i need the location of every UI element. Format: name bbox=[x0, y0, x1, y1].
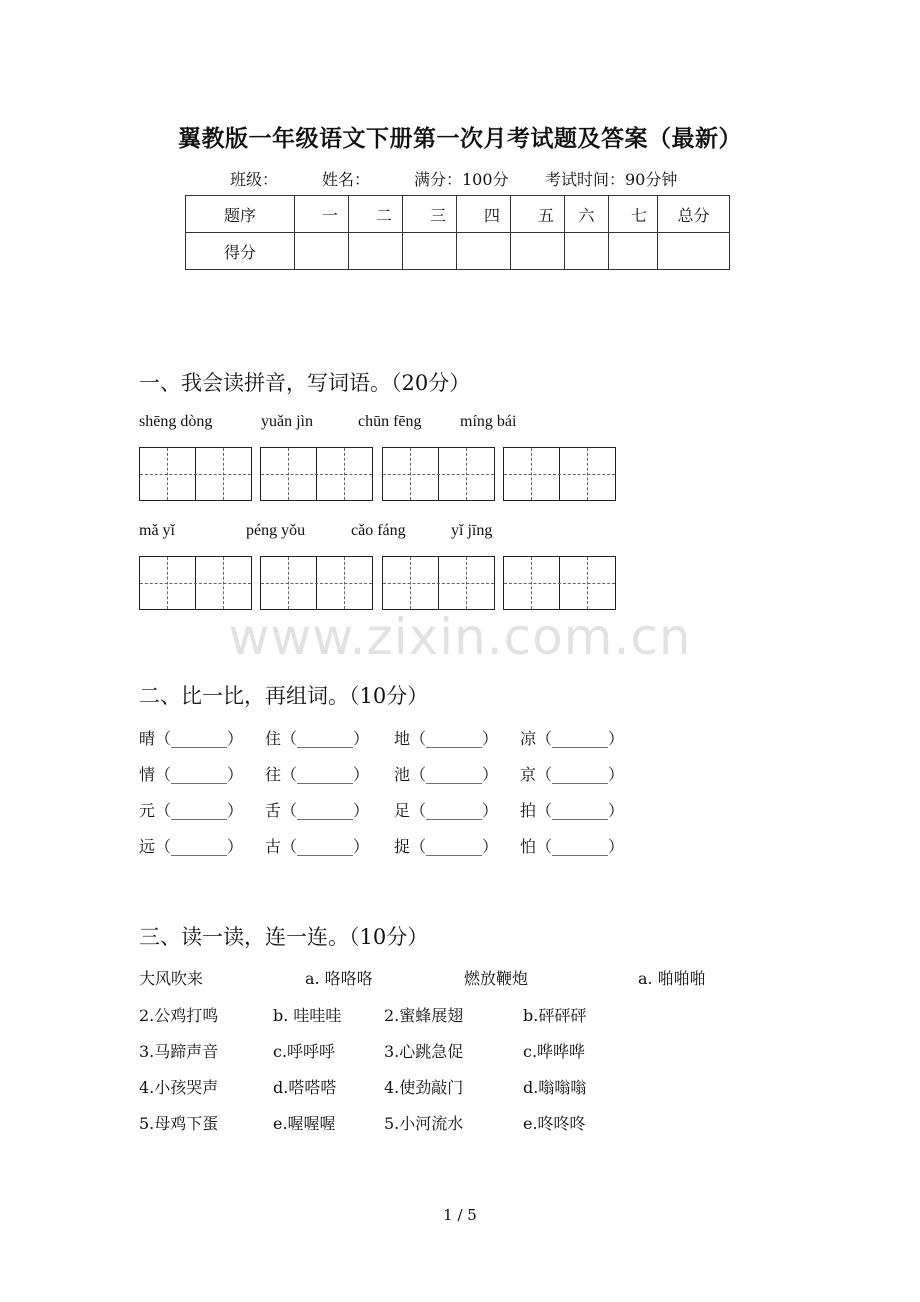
word-pair-item: 远（_______） bbox=[139, 837, 244, 856]
writing-grid[interactable] bbox=[503, 556, 616, 610]
score-row-label: 得分 bbox=[186, 233, 295, 270]
score-input-cell[interactable] bbox=[609, 233, 658, 270]
word-pair-item: 舌（_______） bbox=[265, 801, 370, 820]
score-table-cell: 总分 bbox=[658, 196, 730, 233]
writing-grid[interactable] bbox=[139, 556, 252, 610]
match-item: c.哗哗哗 bbox=[523, 1042, 586, 1061]
score-table-cell: 三 bbox=[403, 196, 457, 233]
word-pair-item: 足（_______） bbox=[394, 801, 499, 820]
match-item: 2.蜜蜂展翅 bbox=[384, 1006, 464, 1025]
score-table-score-row bbox=[186, 233, 730, 270]
pinyin-label: cǎo fáng bbox=[351, 522, 406, 539]
writing-grid[interactable] bbox=[382, 556, 495, 610]
match-item: 3.心跳急促 bbox=[384, 1042, 464, 1061]
match-item: 4.使劲敲门 bbox=[384, 1078, 464, 1097]
page-number: 1 / 5 bbox=[443, 1206, 477, 1224]
pinyin-label: yuǎn jìn bbox=[261, 413, 313, 430]
word-pair-item: 古（_______） bbox=[265, 837, 370, 856]
writing-grid[interactable] bbox=[260, 447, 373, 501]
score-input-cell[interactable] bbox=[457, 233, 511, 270]
page-title: 翼教版一年级语文下册第一次月考试题及答案（最新） bbox=[178, 125, 742, 152]
pinyin-label: chūn fēng bbox=[358, 413, 422, 430]
score-table-cell: 二 bbox=[349, 196, 403, 233]
match-item: 5.母鸡下蛋 bbox=[139, 1114, 219, 1133]
writing-grid[interactable] bbox=[503, 447, 616, 501]
word-pair-item: 京（_______） bbox=[520, 765, 625, 784]
score-table-cell: 七 bbox=[609, 196, 658, 233]
match-item: d.嗒嗒嗒 bbox=[273, 1078, 337, 1097]
word-pair-item: 情（_______） bbox=[139, 765, 244, 784]
score-input-cell[interactable] bbox=[658, 233, 730, 270]
word-pair-item: 捉（_______） bbox=[394, 837, 499, 856]
match-item: a. 咯咯咯 bbox=[305, 969, 373, 988]
writing-grid[interactable] bbox=[382, 447, 495, 501]
word-pair-item: 怕（_______） bbox=[520, 837, 625, 856]
match-item: 大风吹来 bbox=[139, 969, 204, 988]
pinyin-label: yǐ jīng bbox=[451, 522, 493, 539]
score-table-cell: 六 bbox=[565, 196, 609, 233]
class-label: 班级： bbox=[230, 170, 279, 189]
match-item: b. 哇哇哇 bbox=[273, 1006, 342, 1025]
score-input-cell[interactable] bbox=[349, 233, 403, 270]
pinyin-label: mǎ yǐ bbox=[139, 522, 175, 539]
writing-grid[interactable] bbox=[260, 556, 373, 610]
section2-heading: 二、比一比，再组词。（10分） bbox=[139, 684, 429, 708]
pinyin-label: míng bái bbox=[460, 413, 517, 430]
score-table-cell: 五 bbox=[511, 196, 565, 233]
word-pair-item: 凉（_______） bbox=[520, 729, 625, 748]
full-score: 满分：100分 bbox=[414, 170, 509, 189]
section1-heading: 一、我会读拼音，写词语。（20分） bbox=[139, 371, 471, 395]
score-input-cell[interactable] bbox=[511, 233, 565, 270]
score-table-cell: 四 bbox=[457, 196, 511, 233]
writing-grid[interactable] bbox=[139, 447, 252, 501]
watermark: www.zixin.com.cn bbox=[228, 608, 692, 666]
score-input-cell[interactable] bbox=[565, 233, 609, 270]
match-item: c.呼呼呼 bbox=[273, 1042, 336, 1061]
match-item: 燃放鞭炮 bbox=[464, 969, 529, 988]
pinyin-label: péng yǒu bbox=[246, 522, 306, 539]
match-item: b.砰砰砰 bbox=[523, 1006, 587, 1025]
match-item: e.咚咚咚 bbox=[523, 1114, 586, 1133]
word-pair-item: 元（_______） bbox=[139, 801, 244, 820]
score-table-cell: 题序 bbox=[186, 196, 295, 233]
score-input-cell[interactable] bbox=[403, 233, 457, 270]
pinyin-label: shēng dòng bbox=[139, 413, 213, 430]
match-item: 2.公鸡打鸣 bbox=[139, 1006, 219, 1025]
match-item: e.喔喔喔 bbox=[273, 1114, 336, 1133]
score-table-cell: 一 bbox=[295, 196, 349, 233]
match-item: 4.小孩哭声 bbox=[139, 1078, 219, 1097]
score-table-header-row bbox=[186, 196, 730, 233]
word-pair-item: 往（_______） bbox=[265, 765, 370, 784]
match-item: 3.马蹄声音 bbox=[139, 1042, 219, 1061]
score-table bbox=[185, 195, 730, 270]
word-pair-item: 地（_______） bbox=[394, 729, 499, 748]
name-label: 姓名： bbox=[322, 170, 371, 189]
word-pair-item: 拍（_______） bbox=[520, 801, 625, 820]
word-pair-item: 池（_______） bbox=[394, 765, 499, 784]
word-pair-item: 住（_______） bbox=[265, 729, 370, 748]
section3-heading: 三、读一读，连一连。（10分） bbox=[139, 925, 429, 949]
score-input-cell[interactable] bbox=[295, 233, 349, 270]
exam-time: 考试时间：90分钟 bbox=[545, 170, 678, 189]
match-item: a. 啪啪啪 bbox=[638, 969, 706, 988]
word-pair-item: 晴（_______） bbox=[139, 729, 244, 748]
match-item: d.嗡嗡嗡 bbox=[523, 1078, 587, 1097]
match-item: 5.小河流水 bbox=[384, 1114, 464, 1133]
